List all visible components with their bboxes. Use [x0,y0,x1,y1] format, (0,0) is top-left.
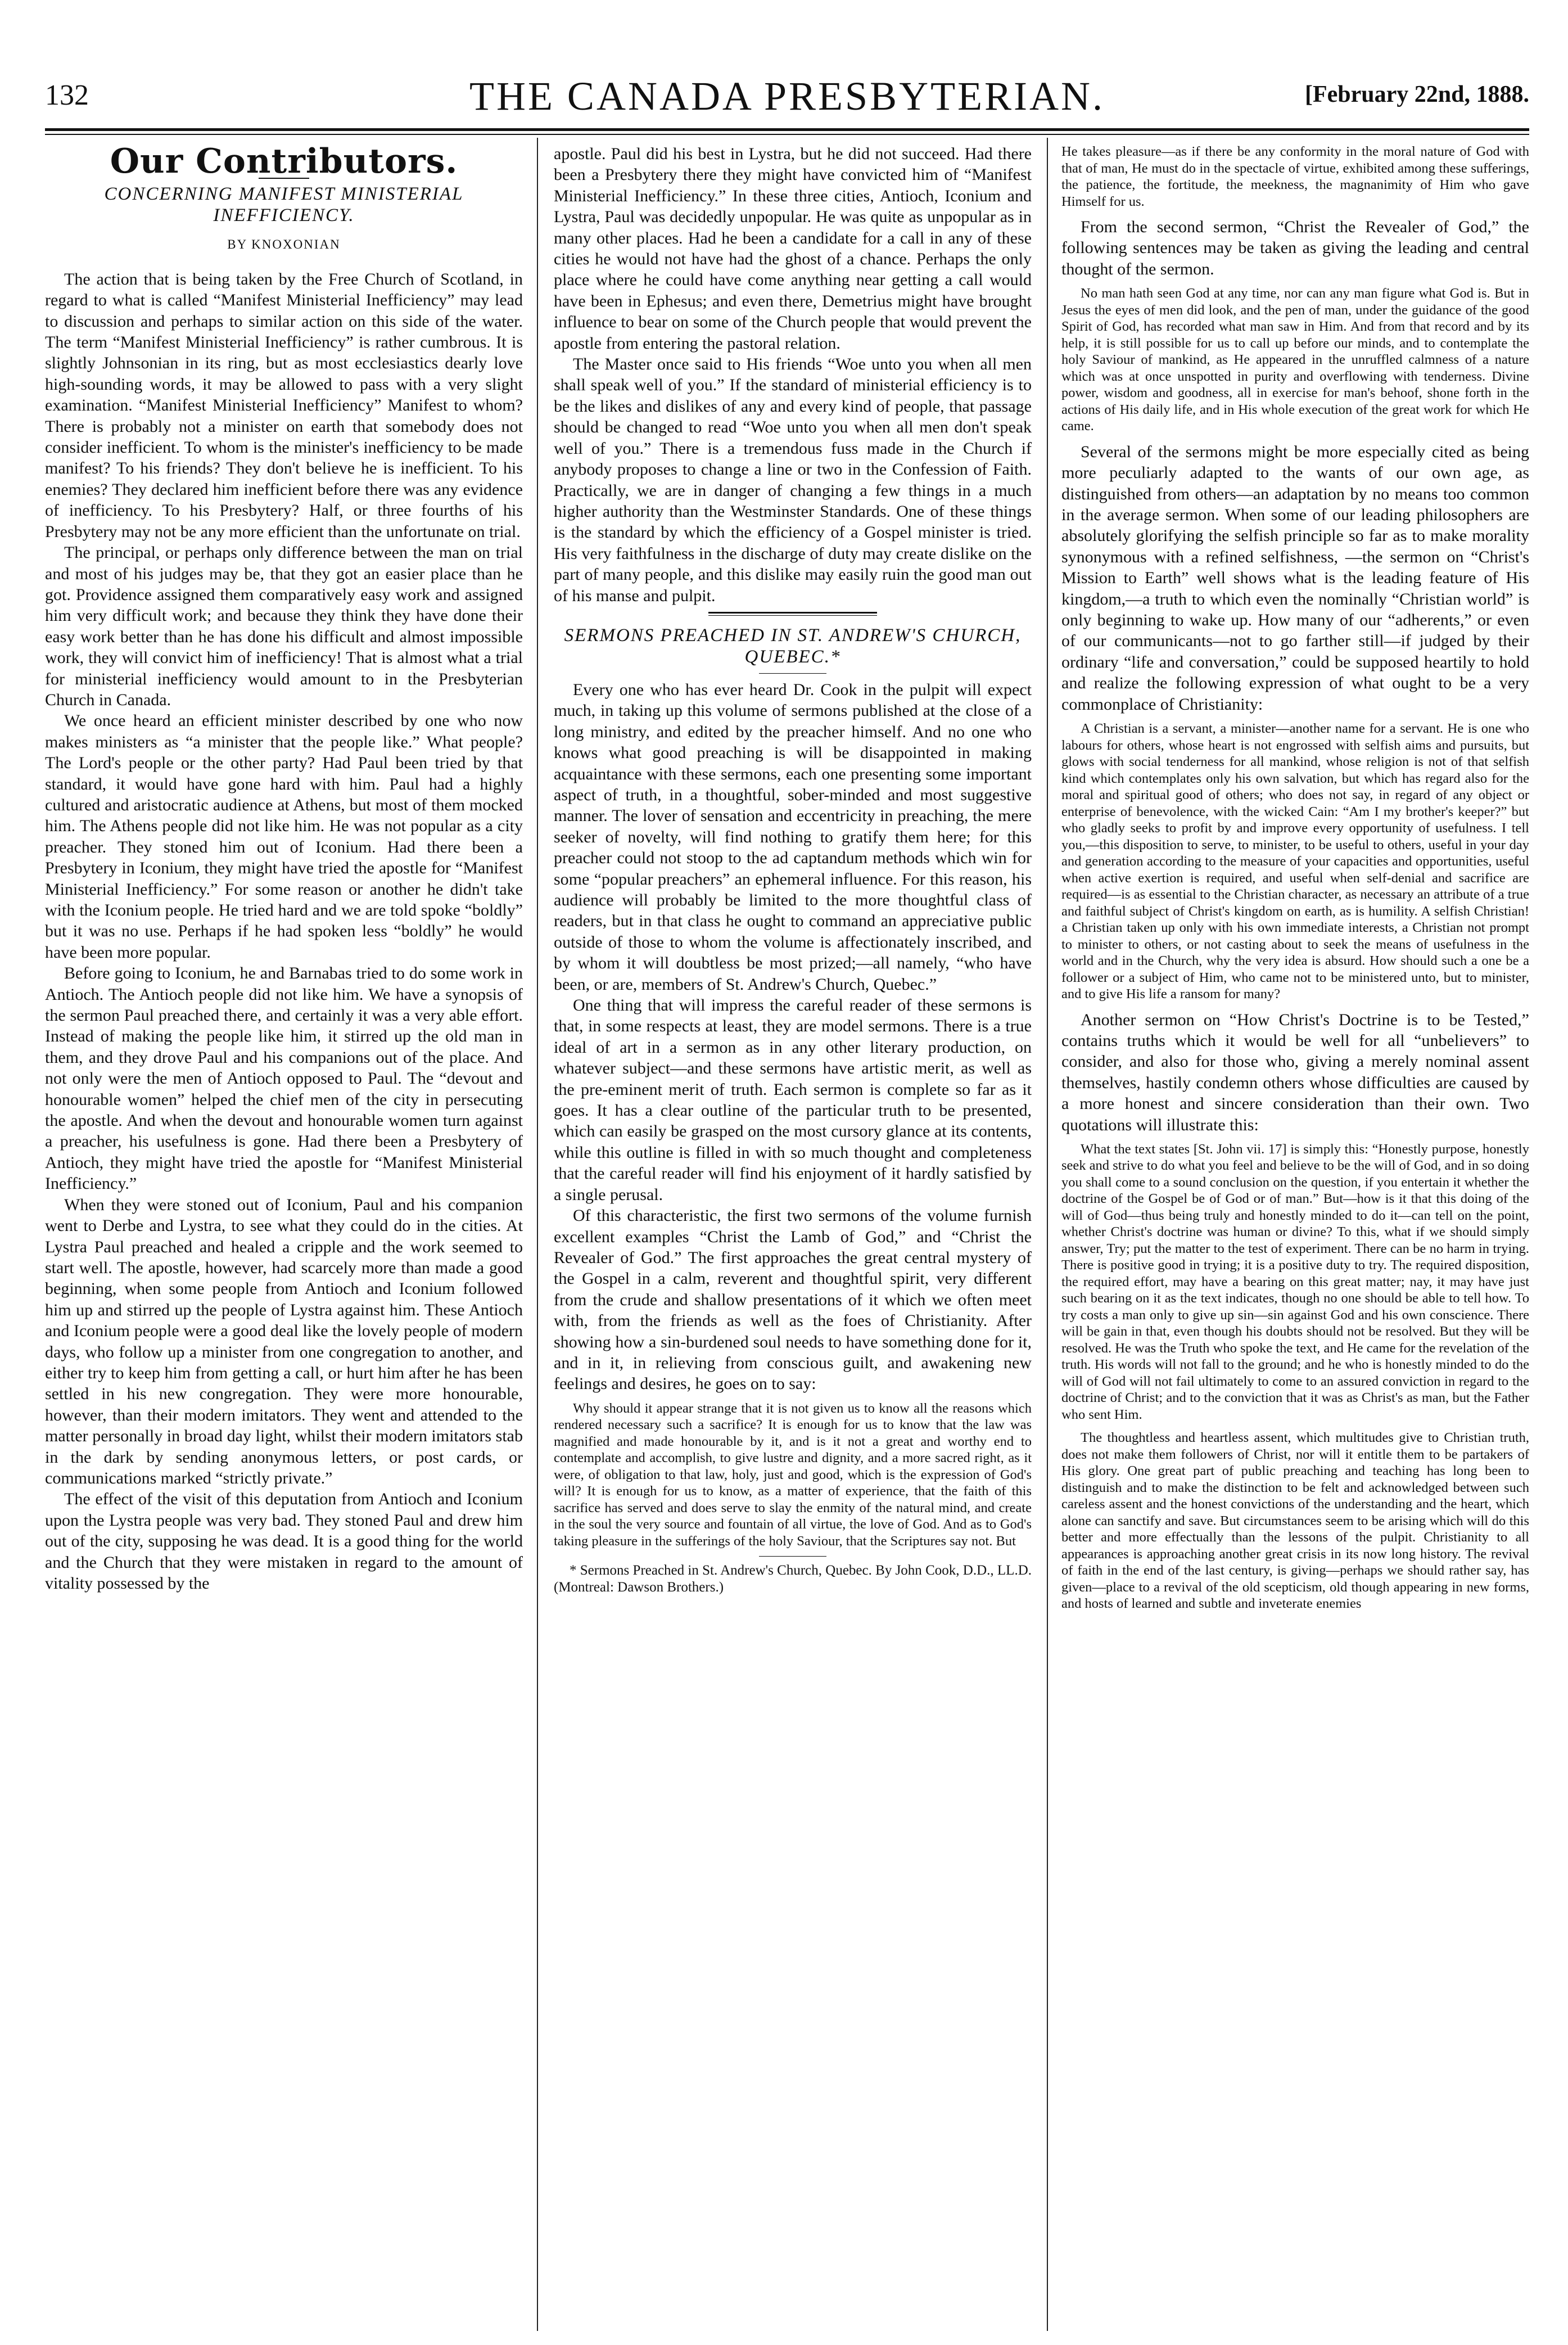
footnote: * Sermons Preached in St. Andrew's Church, Quebec. By John Cook, D.D., LL.D. (Montreal: Dawson Brothers.) [554,1563,1032,1595]
paragraph: Every one who has ever heard Dr. Cook in the pulpit will expect much, in taking up this volume of sermons published at the close of a long ministry, and edited by the preacher himself. And no one who knows what good preaching is will be disappointed in making acquaintance with these sermons, each one presenting some important aspect of truth, in a thoughtful, sober-minded and most suggestive manner. The lover of sensation and eccentricity in preaching, the mere seeker of novelty, will find nothing to gratify them here; for this preacher could not stoop to the ad captandum methods which win for some “popular preachers” an ephemeral influence. For this reason, his audience will probably be limited to the more thoughtful class of readers, but in that class he ought to command an appreciative public outside of those to whom the volume is affectionately inscribed, and by whom it will doubtless be most prized;—all namely, “who have been, or are, members of St. Andrew's Church, Quebec.” [554,680,1032,994]
block-quote [1061,720,1529,1003]
page-number: 132 [45,79,89,111]
paragraph: Another sermon on “How Christ's Doctrine is to be Tested,” contains truths which it would be well for all “unbelievers” to consider, and also for those who, giving a merely nominal assent themselves, hastily condemn others whose difficulties are caused by a more honest and sincere consideration than their own. Two quotations will illustrate this: [1061,1010,1529,1134]
paragraph: The action that is being taken by the Free Church of Scotland, in regard to what is called “Manifest Ministerial Inefficiency” may lead to discussion and perhaps to similar action on this side of the water. The term “Manifest Ministerial Inefficiency” is rather cumbrous. It is slightly Johnsonian in its ring, but as most ecclesiastics dearly love high-sounding words, it may be allowed to pass with a very slight examination. “Manifest Ministerial Inefficiency” Manifest to whom? There is probably not a minister on earth that somebody does not consider inefficient. To whom is the minister's inefficiency to be made manifest? To his friends? They don't believe he is inefficient. To his enemies? They declared him inefficient before there was any evidence of inefficiency. To his Presbytery? Half, or three fourths of his Presbytery may not be any more efficient than the unfortunate on trial. [45,269,523,541]
paragraph: Several of the sermons might be more especially cited as being more peculiarly adapted to the wants of our own age, as distinguished from others—an adaptation by no means too common in the average sermon. When some of our leading philosophers are absolutely glorifying the selfish principle so far as to make morality synonymous with a refined selfishness, —the sermon on “Christ's Mission to Earth” well shows what is the leading feature of His kingdom,—a truth to which even the nominally “Christian world” is only beginning to wake up. How many of our “adherents,” or even of our communicants—not to go farther still—if judged by their ordinary “life and conversation,” could be supposed heartily to hold and realize the following expression of what ought to be a very commonplace of Christianity: [1061,442,1529,714]
header-rule [45,128,1529,131]
quote-text: No man hath seen God at any time, nor can any man figure what God is. But in Jesus the eyes of men did look, and the pen of man, under the guidance of the good Spirit of God, has recorded what man saw in Him. And from that record and by its help, it is still possible for us to call up before our minds, and to contemplate the holy Saviour of mankind, as He appeared in the unruffled calmness of a nature which was at once unspotted in purity and overflowing with tenderness. Divine power, wisdom and goodness, all in exercise for man's behoof, shone forth in the actions of His daily life, and in His whole execution of the great work for which He came. [1061,286,1529,434]
block-quote [1061,1429,1529,1612]
block-quote [1061,143,1529,210]
article-title: CONCERNING MANIFEST MINISTERIAL INEFFICIENCY. [104,184,464,226]
block-quote [1061,1141,1529,1423]
quote-text: He takes pleasure—as if there be any conformity in the moral nature of God with that of man, He must do in the spectacle of virtue, exhibited among these sufferings, the patience, the fortitude, the meekness, the magnanimity of Him who gave Himself for us. [1061,144,1529,209]
publication-title: THE CANADA PRESBYTERIAN. [469,74,1105,119]
block-quote [554,1400,1032,1550]
section-title: Our Contributors. [110,142,458,181]
paragraph: The principal, or perhaps only difference between the man on trial and most of his judges may be, that they got an easier place than he got. Providence assigned them comparatively easy work and assigned him very difficult work; and because they think they have done their easy work better than he has done his difficult and almost impossible work, they will convict him of inefficiency! That is almost what a trial for ministerial inefficiency would amount to in the Presbyterian Church in Canada. [45,543,523,709]
paragraph: When they were stoned out of Iconium, Paul and his companion went to Derbe and Lystra, to see what they could do in the cities. At Lystra Paul preached and healed a cripple and the work seemed to start well. The apostle, however, had scarcely more than made a good beginning, when some people from Antioch and Iconium followed him up and stirred up the people of Lystra against him. These Antioch and Iconium people were a good deal like the lovely people of modern days, who follow up a minister from one congregation to another, and either try to keep him from getting a call, or hurt him after he has been settled in his new congregation. They were more honourable, however, than their modern imitators. They went and attended to the matter personally in broad day light, whilst their modern imitators stab in the dark by sending anonymous letters, or post cards, or communications marked “strictly private.” [45,1195,523,1487]
footnote-rule [759,1556,826,1557]
article-title: SERMONS PREACHED IN ST. ANDREW'S CHURCH, QUEBEC.* [564,625,1022,667]
paragraph: From the second sermon, “Christ the Revealer of God,” the following sentences may be taken as giving the leading and central thought of the sermon. [1061,218,1529,278]
quote-text: A Christian is a servant, a minister—another name for a servant. He is one who labours for others, whose heart is not engrossed with selfish aims and pursuits, but glows with social tenderness for all mankind, whose religion is not of that selfish kind which contemplates only his own salvation, but which has regard also for the moral and spiritual good of others; who does not say, in regard of any object or enterprise of benevolence, with the wicked Cain: “Am I my brother's keeper?” but who gladly seeks to profit by and improve every opportunity of usefulness. I tell you,—this disposition to serve, to minister, to be useful to others, useful in your day and generation according to the measure of your capacities and opportunities, useful when active exertion is required, and useful when self-denial and sacrifice are required—is as essential to the Christian character, as necessary an attribute of a true and faithful subject of Christ's kingdom on earth, as is humility. A selfish Christian! a Christian taken up only with his own immediate interests, a Christian not prompt to minister to others, or not casting about to seek the means of usefulness in the world and in the Church, why the very idea is absurd. How should such a one be a follower or a subject of Him, who came not to be ministered unto, but to minister, and to give His life a ransom for many? [1061,721,1529,1002]
byline: BY KNOXONIAN [227,237,341,252]
paragraph: We once heard an efficient minister described by one who now makes ministers as “a minister that the people like.” What people? The Lord's people or the other party? Had Paul been tried by that standard, it would have gone hard with him. Paul had a highly cultured and aristocratic audience at Athens, but most of them mocked him. The Athens people did not like him. He was not popular as a city preacher. They stoned him out of Iconium. Had there been a Presbytery in Iconium, they might have tried the apostle for “Manifest Ministerial Inefficiency.” For some reason or another he didn't take with the Iconium people. He tried hard and we are told spoke “boldly” but it was no use. Perhaps if he had spoken less “boldly” he would have been more popular. [45,711,523,962]
quote-text: Why should it appear strange that it is not given us to know all the reasons which rendered necessary such a sacrifice? It is enough for us to know that the law was magnified and made honourable by it, and is it not a great and worthy end to contemplate and accomplish, to give lustre and dignity, and a more sacred right, as it were, of obligation to that law, holy, just and good, which is the expression of God's will? It is enough for us to know, as a matter of experience, that the faith of this sacrifice has served and does serve to slay the enmity of the natural mind, and create in the soul the very source and fountain of all virtue, the love of God. And as to God's taking pleasure in the sufferings of the holy Saviour, that the Scriptures say not. But [554,1400,1032,1549]
article-separator [708,612,877,616]
title-rule [759,673,826,674]
column-divider [537,138,538,2331]
paragraph: The effect of the visit of this deputation from Antioch and Iconium upon the Lystra people was very bad. They stoned Paul and drew him out of the city, supposing he was dead. It is a good thing for the world and the Church that they were mistaken in regard to the amount of vitality possessed by the [45,1490,523,1593]
paragraph: apostle. Paul did his best in Lystra, but he did not succeed. Had there been a Presbytery there they might have convicted him of “Manifest Ministerial Inefficiency.” In these three cities, Antioch, Iconium and Lystra, Paul was decidedly unpopular. He was quite as unpopular as in many other places. Had he been a candidate for a call in any of these cities he would not have had the ghost of a chance. Perhaps the only place where he could have come anything near getting a call would have been in Ephesus; and even there, Demetrius might have brought influence to bear on some of the Church people that would prevent the apostle from entering the pastoral relation. [554,145,1032,353]
column-2 [554,143,1032,1596]
block-quote [1061,285,1529,435]
issue-date: [February 22nd, 1888. [1305,82,1529,107]
quote-text: What the text states [St. John vii. 17] is simply this: “Honestly purpose, honestly seek and strive to do what you feel and believe to be the will of God, and in so doing you shall come to a sound conclusion on the question, if you entertain it whether the doctrine of the Gospel be of God or of man.” But—how is it that this doing of the will of God—thus being truly and honestly minded to do it—can tell on the point, whether Christ's doctrine was human or divine? To this, what if we should simply answer, Try; put the matter to the test of experiment. There can be no harm in trying. There is positive good in trying; it is a positive duty to try. The required disposition, the required effort, may have a bearing on this great matter; nay, it may have just such bearing on it as the text indicates, though no one should be able to tell how. To try costs a man only to give up sin—sin against God and his own conscience. There will be gain in that, even though his doubts should not be resolved. But they will be resolved. He was the Truth who spoke the text, and He came for the revelation of the truth. His words will not fall to the ground; and he who is honestly minded to do the will of God will not fail ultimately to come to an assured conviction in regard to the doctrine of Christ; and to the conviction that it was as Christ's as man, but the Father who sent Him. [1061,1141,1529,1422]
column-1 [45,143,523,1594]
paragraph: The Master once said to His friends “Woe unto you when all men shall speak well of you.” If the standard of ministerial efficiency is to be the likes and dislikes of any and every kind of people, that passage should be changed to read “Woe unto you when all men don't speak well of you.” There is a tremendous fuss made in the Church if anybody proposes to change a line or two in the Confession of Faith. Practically, we are in danger of changing a few things in a much higher authority than the Westminster Standards. One of these things is the standard by which the efficiency of a Gospel minister is tried. His very faithfulness in the discharge of duty may create dislike on the part of many people, and this dislike may easily ruin the good man out of his manse and pulpit. [554,355,1032,605]
paragraph: One thing that will impress the careful reader of these sermons is that, in some respects at least, they are model sermons. There is a true ideal of art in a sermon as in any other literary production, on whatever subject—and these sermons have artistic merit, as well as the pre-eminent merit of truth. Each sermon is complete so far as it goes. It has a clear outline of the particular truth to be presented, which can easily be grasped on the most cursory glance at its contents, while this outline is filled in with so much thought and completeness that the careful reader will find his enjoyment of it hardly satisfied by a single perusal. [554,996,1032,1204]
paragraph: Before going to Iconium, he and Barnabas tried to do some work in Antioch. The Antioch people did not like him. We have a synopsis of the sermon Paul preached there, and certainly it was a very able effort. Instead of making the people like him, it stirred up the old man in them, and they drove Paul and his companions out of the place. And not only were the men of Antioch opposed to Paul. The “devout and honourable women” helped the chief men of the city in persecuting the apostle. And when the devout and honourable women turn against a preacher, his usefulness is gone. Had there been a Presbytery of Antioch, they might have tried the apostle for “Manifest Ministerial Inefficiency.” [45,964,523,1193]
paragraph: Of this characteristic, the first two sermons of the volume furnish excellent examples “Christ the Lamb of God,” and “Christ the Revealer of God.” The first approaches the great central mystery of the Gospel in a calm, reverent and thoughtful spirit, very different from the crude and shallow presentations of it which we often meet with, from the friends as well as the foes of Christianity. After showing how a sin-burdened soul needs to have something done for it, and in it, in relieving from conscious guilt, and awakening new feelings and desires, he goes on to say: [554,1206,1032,1394]
header-rule-thin [45,134,1529,135]
quote-text: The thoughtless and heartless assent, which multitudes give to Christian truth, does not make them followers of Christ, nor will it entitle them to be partakers of His glory. One great part of public preaching and teaching has long been to distinguish and to make the distinction to be felt and acknowledged between such careless assent and the honest convictions of the understanding and the heart, which alone can sanctify and save. But circumstances seem to be arising which will do this better and more effectually than the lessons of the pulpit. Christianity to all appearances is approaching another great crisis in its now long history. The revival of faith in the end of the last century, is giving—perhaps we should rather say, has given—place to a revival of the old scepticism, old though appearing in new forms, and hosts of learned and subtle and inveterate enemies [1061,1430,1529,1612]
column-divider [1047,138,1048,2331]
column-3 [1061,143,1529,1619]
page-header [45,67,1529,129]
